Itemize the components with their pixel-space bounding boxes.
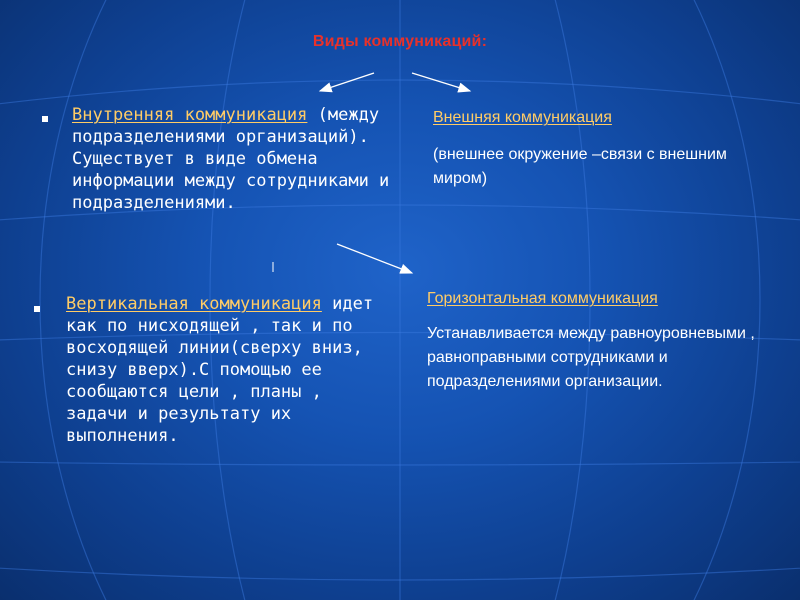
internal-communication-description: (между подразделениями организаций). Существует в виде обмена информации между сотрудниками и подразделениями. bbox=[72, 105, 390, 213]
vertical-communication-link[interactable]: Вертикальная коммуникация bbox=[66, 294, 322, 314]
arrow-icon bbox=[337, 244, 412, 273]
horizontal-communication-block bbox=[427, 287, 757, 394]
vertical-communication-text bbox=[66, 293, 384, 447]
arrow-icon bbox=[412, 73, 470, 91]
internal-communication-text bbox=[72, 104, 390, 214]
arrow-icon bbox=[320, 73, 374, 91]
bullet-icon bbox=[34, 306, 40, 312]
external-communication-block bbox=[433, 106, 773, 191]
external-communication-heading[interactable]: Внешняя коммуникация bbox=[433, 109, 612, 126]
horizontal-communication-description: Устанавливается между равноуровневыми , равноправными сотрудниками и подразделениями организации. bbox=[427, 325, 755, 390]
internal-communication-link[interactable]: Внутренняя коммуникация bbox=[72, 105, 308, 125]
external-communication-description: (внешнее окружение –связи с внешним миром) bbox=[433, 146, 727, 187]
horizontal-communication-heading[interactable]: Горизонтальная коммуникация bbox=[427, 290, 658, 307]
slide-title: Виды коммуникаций: bbox=[312, 33, 488, 50]
vertical-communication-description: идет как по нисходящей , так и по восходящей линии(сверху вниз, снизу вверх).С помощью ее сообщаются цели , планы , задачи и результату их выполнения. bbox=[66, 294, 374, 446]
bullet-icon bbox=[42, 116, 48, 122]
